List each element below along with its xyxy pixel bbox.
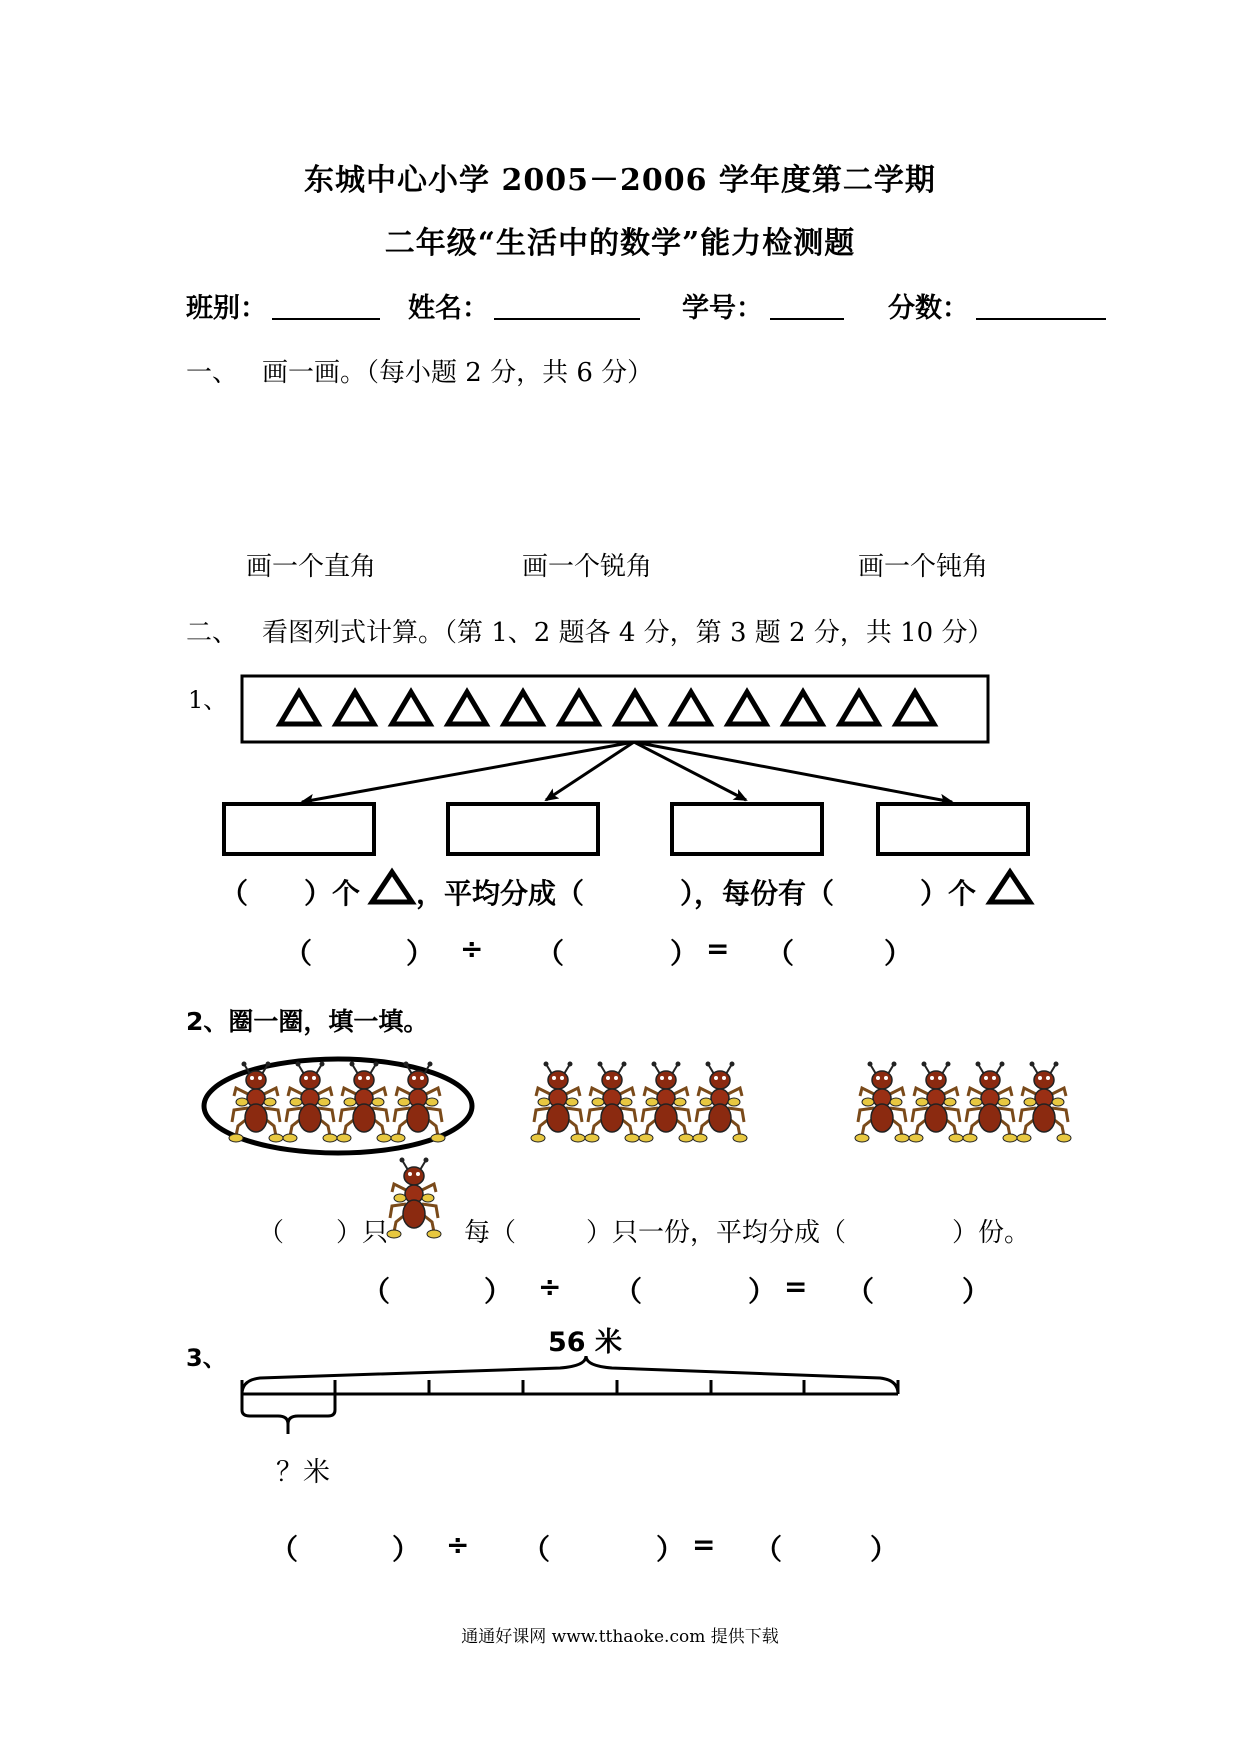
text-ants: ）只 bbox=[336, 1218, 389, 1248]
paren-open: （ bbox=[284, 937, 313, 970]
page-title: 东城中心小学 2005－2006 学年度第二学期 bbox=[304, 163, 936, 198]
section2-heading: 看图列式计算。（第 1、2 题各 4 分，第 3 题 2 分，共 10 分） bbox=[262, 618, 994, 648]
paren-open: （ bbox=[754, 1533, 783, 1566]
section1-number: 一、 bbox=[186, 358, 239, 388]
task-right-angle: 画一个直角 bbox=[246, 552, 377, 582]
text-count-each: ）个 bbox=[920, 877, 977, 910]
paren-open: （ bbox=[614, 1275, 643, 1308]
divide-sign: ÷ bbox=[538, 1270, 562, 1303]
paren-close: ） bbox=[870, 1533, 899, 1566]
paren-open: （ bbox=[220, 877, 249, 910]
paren-close: ） bbox=[670, 937, 699, 970]
q3-part-label: ？米 bbox=[276, 1457, 330, 1488]
paren-close: ） bbox=[406, 937, 435, 970]
paren-open: （ bbox=[766, 937, 795, 970]
q2-heading: 2、圈一圈，填一填。 bbox=[186, 1007, 429, 1036]
paren-open: （ bbox=[270, 1533, 299, 1566]
text-each-has: ），每份有（ bbox=[680, 877, 835, 910]
divide-sign: ÷ bbox=[460, 932, 484, 965]
equals-sign: = bbox=[784, 1270, 808, 1303]
field-id-label: 学号： bbox=[682, 293, 763, 324]
text-divide-into: ，平均分成（ bbox=[416, 877, 585, 910]
paren-close: ） bbox=[392, 1533, 421, 1566]
paren-close: ） bbox=[656, 1533, 685, 1566]
paren-close: ） bbox=[884, 937, 913, 970]
segment-ticks bbox=[242, 1380, 898, 1394]
field-class-label: 班别： bbox=[186, 293, 267, 324]
task-acute-angle: 画一个锐角 bbox=[522, 552, 653, 582]
q3-number: 3、 bbox=[186, 1344, 227, 1372]
paren-open: （ bbox=[258, 1218, 285, 1248]
total-brace bbox=[242, 1356, 898, 1394]
text-count: ）个 bbox=[304, 877, 361, 910]
text-shares: ）份。 bbox=[952, 1218, 1031, 1248]
paren-open: （ bbox=[362, 1275, 391, 1308]
page-subtitle: 二年级“生活中的数学”能力检测题 bbox=[384, 226, 856, 261]
paren-open: （ bbox=[846, 1275, 875, 1308]
paren-close: ） bbox=[484, 1275, 513, 1308]
part-brace bbox=[242, 1394, 335, 1434]
section2-number: 二、 bbox=[186, 618, 239, 648]
field-name-label: 姓名： bbox=[408, 293, 489, 324]
q3-total-label: 56 米 bbox=[548, 1327, 622, 1358]
field-score-label: 分数： bbox=[888, 293, 969, 324]
q1-number: 1、 bbox=[188, 686, 228, 714]
text-every: 每（ bbox=[464, 1218, 517, 1248]
section1-heading: 画一画。（每小题 2 分，共 6 分） bbox=[262, 358, 654, 388]
footer-text: 通通好课网 www.tthaoke.com 提供下载 bbox=[461, 1627, 779, 1647]
equals-sign: = bbox=[692, 1528, 716, 1561]
task-obtuse-angle: 画一个钝角 bbox=[858, 552, 989, 582]
paren-open: （ bbox=[522, 1533, 551, 1566]
text-one-share: ）只一份，平均分成（ bbox=[586, 1218, 847, 1248]
equals-sign: = bbox=[706, 932, 730, 965]
paren-close: ） bbox=[962, 1275, 991, 1308]
paren-open: （ bbox=[536, 937, 565, 970]
paren-close: ） bbox=[748, 1275, 777, 1308]
divide-sign: ÷ bbox=[446, 1528, 470, 1561]
